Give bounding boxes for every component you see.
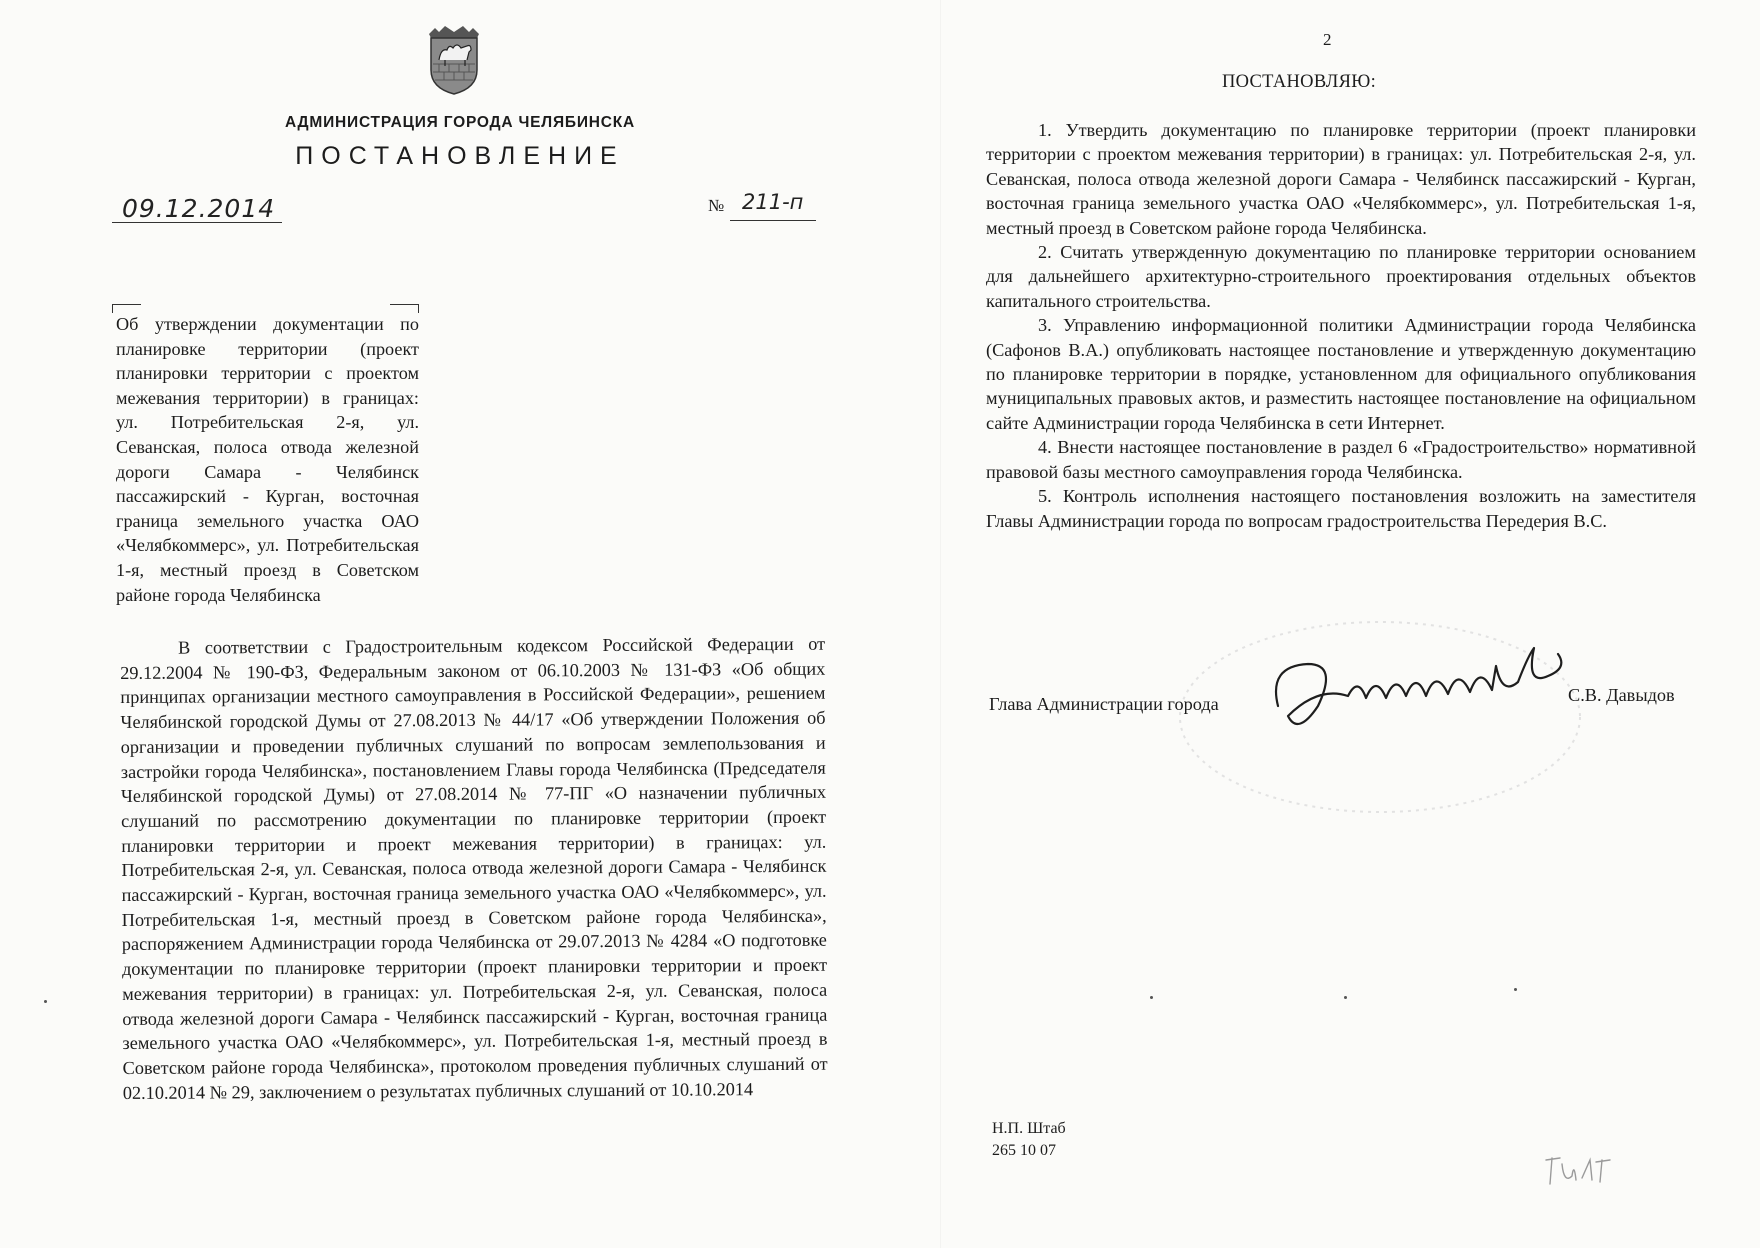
handwritten-initials-icon [1540, 1150, 1630, 1190]
number-sign: № [708, 196, 725, 215]
page-number: 2 [1323, 30, 1332, 49]
preamble-paragraph: В соответствии с Градостроительным кодексом Российской Федерации от 29.12.2004 № 190-ФЗ, Федеральным законом от 06.10.2003 № 131-ФЗ «Об общих принципах организации местного самоуправления в Российской Федерации», решением Челябинской городской Думы от 27.08.2013 № 44/17 «Об утверждении Положения об организации и проведении публичных слушаний по вопросам землепользования и застройки города Челябинска», постановлением Главы города Челябинска (Председателя Челябинской городской Думы) от 27.08.2014 № 77-ПГ «О назначении публичных слушаний по рассмотрению документации по планировке территории (проект планировки территории и проект межевания территории) в границах: ул. Потребительская 2-я, ул. Севанская, полоса отвода железной дороги Самара - Челябинск пассажирский - Курган, восточная граница земельного участка ОАО «Челябкоммерс», ул. Потребительская 1-я, местный проезд в Советском районе города Челябинска», распоряжением Администрации города Челябинска от 29.07.2013 № 4284 «О подготовке документации по планировке территории (проект планировки территории и проект межевания территории) в границах: ул. Потребительская 2-я, ул. Севанская, полоса отвода железной дороги Самара - Челябинск пассажирский - Курган, восточная граница земельного участка ОАО «Челябкоммерс», ул. Потребительская 1-я, местный проезд в Советском районе города Челябинска», протоколом проведения публичных слушаний от 02.10.2014 № 29, заключением о результатах публичных слушаний от 10.10.2014 [120, 633, 828, 1103]
scan-speck [44, 1000, 47, 1003]
signatory-name: С.В. Давыдов [1568, 685, 1675, 705]
document-date: 09.12.2014 [122, 194, 276, 223]
handwritten-signature-icon [1258, 636, 1618, 756]
scan-speck [1514, 988, 1517, 991]
decree-item: 2. Считать утвержденную документацию по планировке территории основанием для дальнейшего архитектурно-строительного проектирования отдельных объектов капитального строительства. [986, 242, 1696, 311]
document-subject: Об утверждении документации по планировке территории (проект планировки территории с проектом межевания территории) в границах: ул. Потребительская 2-я, ул. Севанская, полоса отвода железной дороги Самара - Челябинск пассажирский - Курган, восточная граница земельного участка ОАО «Челябкоммерс», ул. Потребительская 1-я, местный проезд в Советском районе города Челябинска [116, 314, 419, 605]
signatory-title: Глава Администрации города [989, 694, 1219, 714]
chelyabinsk-coat-of-arms-icon [425, 24, 483, 96]
scan-speck [1344, 996, 1347, 999]
organization-title: АДМИНИСТРАЦИЯ ГОРОДА ЧЕЛЯБИНСКА [284, 114, 636, 131]
executor-name: Н.П. Штаб [992, 1120, 1066, 1137]
decree-item: 5. Контроль исполнения настоящего постановления возложить на заместителя Главы Администрации города по вопросам градостроительства Передерия В.С. [986, 486, 1696, 531]
executor-phone: 265 10 07 [992, 1142, 1056, 1159]
decree-heading: ПОСТАНОВЛЯЮ: [1222, 72, 1377, 92]
document-number: 211-п [742, 190, 804, 214]
scan-speck [1150, 996, 1153, 999]
decree-item: 4. Внести настоящее постановление в раздел 6 «Градостроительство» нормативной правовой базы местного самоуправления города Челябинска. [986, 437, 1696, 482]
decree-item: 3. Управлению информационной политики Администрации города Челябинска (Сафонов В.А.) опубликовать настоящее постановление и утвержденную документацию по планировке территории в порядке, установленном для официального опубликования муниципальных правовых актов, и разместить настоящее постановление на официальном сайте Администрации города Челябинска в сети Интернет. [986, 315, 1696, 433]
decree-items [986, 118, 1696, 533]
decree-item: 1. Утвердить документацию по планировке территории (проект планировки территории с проектом межевания территории) в границах: ул. Потребительская 2-я, ул. Севанская, полоса отвода железной дороги Самара - Челябинск пассажирский - Курган, восточная граница земельного участка ОАО «Челябкоммерс», ул. Потребительская 1-я, местный проезд в Советском районе города Челябинска. [986, 120, 1696, 238]
document-kind: ПОСТАНОВЛЕНИЕ [295, 142, 625, 170]
